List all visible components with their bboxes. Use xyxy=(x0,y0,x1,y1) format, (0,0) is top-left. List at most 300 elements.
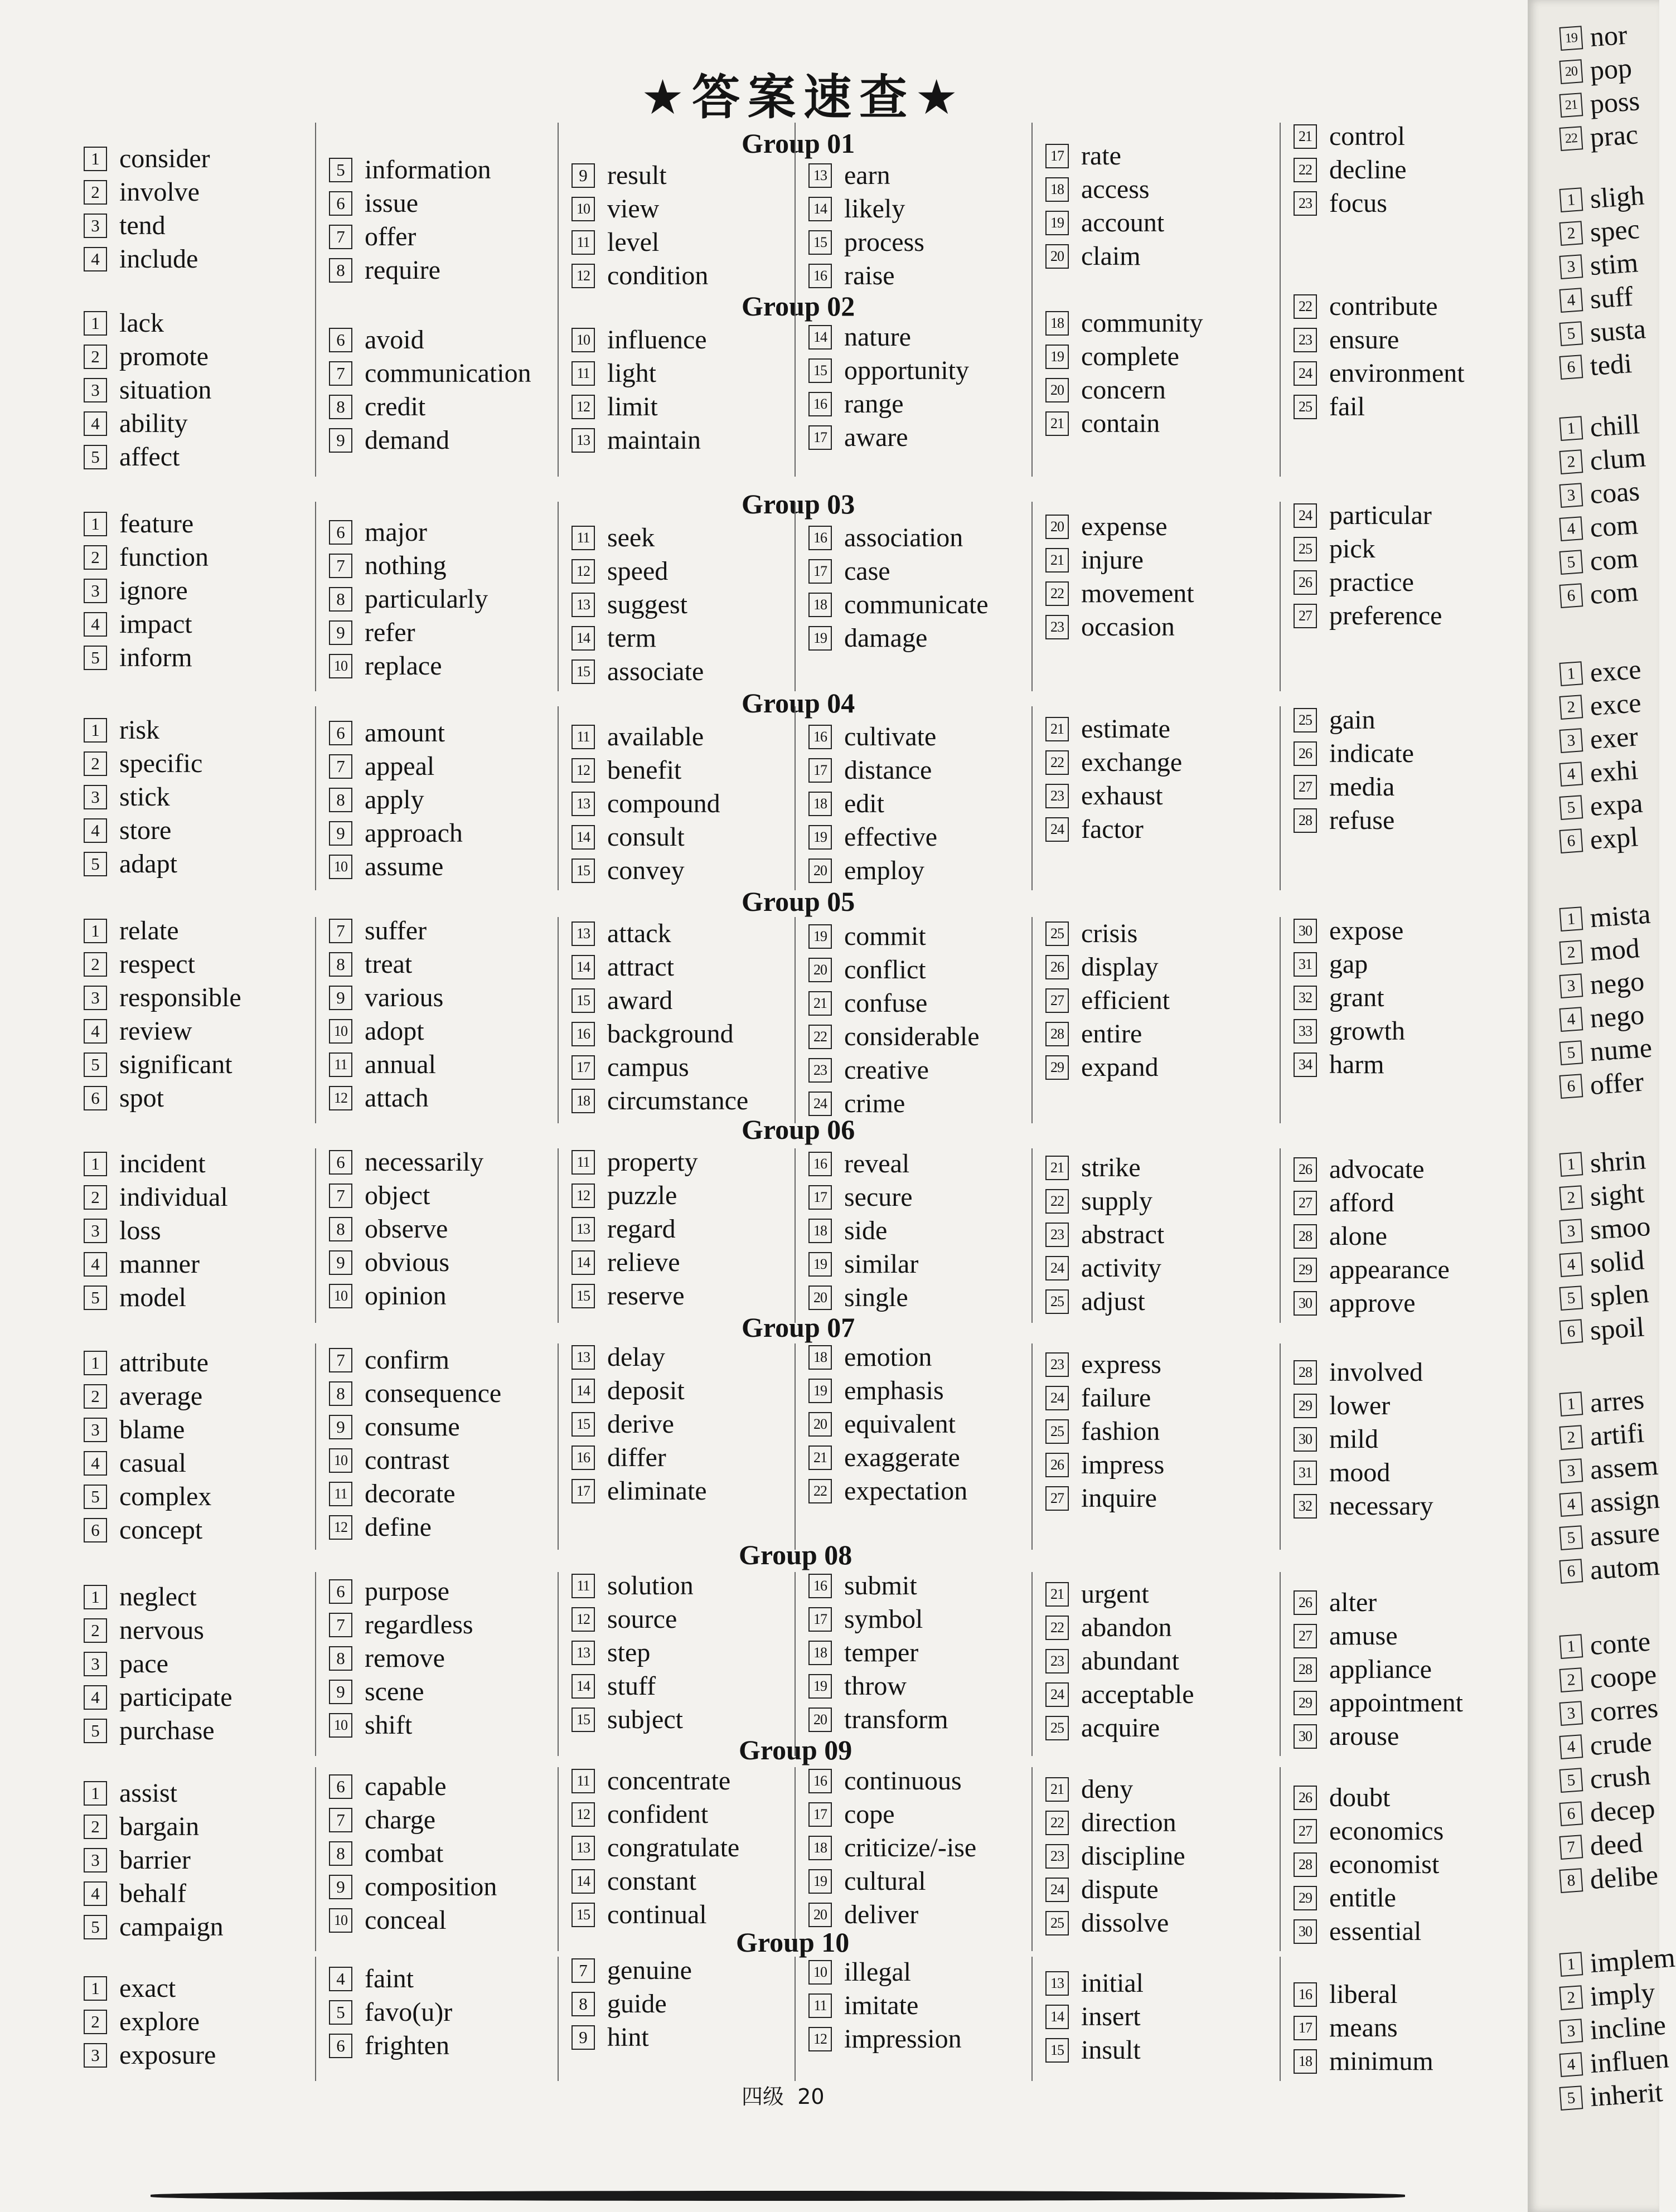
next-page-edge xyxy=(1528,0,1676,2212)
answer-word: harm xyxy=(1329,1050,1384,1079)
item-number-box: 21 xyxy=(1045,548,1069,573)
answer-word: similar xyxy=(844,1249,919,1279)
answer-item xyxy=(329,1146,483,1179)
column-divider xyxy=(558,502,559,691)
answer-item xyxy=(1294,804,1414,837)
column-divider xyxy=(315,706,316,890)
answer-word: capable xyxy=(365,1772,447,1801)
item-number-box: 17 xyxy=(808,1185,832,1210)
answer-word: strike xyxy=(1081,1153,1141,1182)
answer-item xyxy=(1045,1185,1164,1218)
answer-item xyxy=(1045,1678,1194,1711)
answer-word: deposit xyxy=(607,1376,685,1405)
group-column xyxy=(571,521,704,688)
answer-word: tend xyxy=(119,211,166,240)
answer-word: define xyxy=(365,1512,432,1542)
answer-word: attach xyxy=(365,1083,429,1113)
answer-item xyxy=(329,1837,497,1870)
answer-item xyxy=(571,1179,698,1212)
item-number-box: 15 xyxy=(571,1412,595,1437)
answer-item xyxy=(329,981,443,1015)
answer-word: incline xyxy=(1588,2009,1667,2046)
answer-item xyxy=(329,153,491,187)
answer-word: single xyxy=(844,1283,908,1312)
answer-word: implem xyxy=(1588,1941,1676,1979)
answer-item xyxy=(808,1956,962,1989)
answer-word: impression xyxy=(844,2024,962,2054)
answer-word: scene xyxy=(365,1677,424,1706)
item-number-box: 1 xyxy=(1559,906,1583,932)
answer-word: doubt xyxy=(1329,1783,1391,1812)
item-number-box: 8 xyxy=(329,1381,352,1406)
item-number-box: 16 xyxy=(808,725,832,749)
item-number-box: 17 xyxy=(808,425,832,450)
item-number-box: 25 xyxy=(1045,921,1069,946)
answer-word: decep xyxy=(1588,1792,1656,1828)
item-number-box: 5 xyxy=(84,852,107,876)
answer-item xyxy=(1045,1840,1185,1873)
answer-word: insert xyxy=(1081,2002,1141,2031)
answer-item xyxy=(808,1020,980,1054)
answer-word: stick xyxy=(119,782,170,812)
answer-item xyxy=(571,917,748,950)
answer-item xyxy=(1294,1619,1463,1653)
group-column xyxy=(808,1147,918,1314)
item-number-box: 2 xyxy=(84,952,107,977)
answer-word: campus xyxy=(607,1052,689,1082)
item-number-box: 10 xyxy=(329,855,352,879)
item-number-box: 19 xyxy=(808,1674,832,1699)
answer-item xyxy=(1045,510,1194,544)
answer-word: acquire xyxy=(1081,1713,1160,1743)
item-number-box: 22 xyxy=(1045,750,1069,775)
item-number-box: 14 xyxy=(1045,2005,1069,2029)
answer-word: economics xyxy=(1329,1816,1444,1846)
answer-word: regardless xyxy=(365,1610,473,1639)
item-number-box: 1 xyxy=(1559,1952,1583,1977)
answer-item xyxy=(329,390,531,424)
answer-item xyxy=(571,1569,694,1603)
answer-item xyxy=(808,787,937,821)
answer-item xyxy=(571,226,708,259)
answer-word: direction xyxy=(1081,1808,1176,1837)
group-column xyxy=(329,716,463,884)
item-number-box: 4 xyxy=(1559,1252,1583,1277)
answer-word: solution xyxy=(607,1571,694,1600)
answer-item xyxy=(84,1910,224,1944)
page-number: 20 xyxy=(797,2084,825,2109)
answer-item xyxy=(1294,2045,1433,2078)
answer-word: control xyxy=(1329,122,1405,151)
answer-item xyxy=(808,1831,976,1865)
answer-word: purpose xyxy=(365,1576,449,1606)
answer-word: indicate xyxy=(1329,739,1414,768)
item-number-box: 28 xyxy=(1294,1360,1317,1385)
answer-word: expense xyxy=(1081,512,1168,541)
item-number-box: 3 xyxy=(84,785,107,809)
group-column xyxy=(808,159,924,293)
answer-item xyxy=(1294,1586,1463,1619)
answer-item xyxy=(84,176,210,209)
item-number-box: 19 xyxy=(1045,211,1069,235)
answer-item xyxy=(329,2029,452,2063)
item-number-box: 1 xyxy=(1559,1152,1583,1177)
answer-word: imitate xyxy=(844,1991,919,2020)
item-number-box: 6 xyxy=(1559,1559,1583,1584)
item-number-box: 15 xyxy=(571,1903,595,1927)
answer-item xyxy=(808,159,924,192)
item-number-box: 10 xyxy=(808,1960,832,1985)
item-number-box: 17 xyxy=(1045,144,1069,168)
answer-item xyxy=(808,588,989,622)
answer-word: behalf xyxy=(119,1879,186,1908)
next-page-item xyxy=(1559,652,1642,691)
answer-item xyxy=(571,1279,698,1313)
group-label: Group 09 xyxy=(739,1734,852,1765)
item-number-box: 13 xyxy=(571,1345,595,1370)
item-number-box: 11 xyxy=(571,230,595,255)
answer-item xyxy=(329,1803,497,1837)
answer-word: complex xyxy=(119,1482,212,1511)
answer-word: pace xyxy=(119,1649,168,1679)
item-number-box: 5 xyxy=(84,445,107,469)
group-column xyxy=(1045,307,1203,440)
answer-item xyxy=(1294,532,1442,566)
answer-word: appointment xyxy=(1329,1688,1463,1718)
answer-item xyxy=(84,1248,228,1281)
column-divider xyxy=(795,502,796,691)
item-number-box: 30 xyxy=(1294,1427,1317,1452)
answer-word: refuse xyxy=(1329,806,1395,835)
answer-word: inform xyxy=(119,643,192,672)
item-number-box: 15 xyxy=(571,1707,595,1732)
answer-word: nume xyxy=(1588,1031,1653,1068)
answer-item xyxy=(1045,1611,1194,1645)
answer-word: risk xyxy=(119,715,159,745)
answer-item xyxy=(84,814,202,847)
answer-word: adopt xyxy=(365,1016,424,1046)
item-number-box: 8 xyxy=(329,788,352,812)
answer-item xyxy=(571,521,704,555)
answer-item xyxy=(329,616,488,649)
answer-word: stuff xyxy=(607,1671,656,1701)
answer-item xyxy=(84,1447,211,1480)
answer-item xyxy=(571,1636,694,1670)
answer-word: affect xyxy=(119,442,180,472)
next-page-item xyxy=(1559,117,1639,156)
answer-word: ability xyxy=(119,409,188,438)
next-page-item xyxy=(1559,474,1641,513)
answer-word: suffer xyxy=(365,916,427,945)
answer-word: range xyxy=(844,389,904,419)
answer-item xyxy=(1045,1482,1164,1515)
answer-word: major xyxy=(365,517,427,547)
answer-word: require xyxy=(365,255,440,285)
item-number-box: 29 xyxy=(1294,1691,1317,1715)
column-divider xyxy=(1280,1767,1281,1951)
answer-word: blame xyxy=(119,1415,185,1444)
answer-item xyxy=(571,1898,739,1932)
answer-word: frighten xyxy=(365,2031,449,2060)
item-number-box: 21 xyxy=(1045,717,1069,741)
answer-item xyxy=(808,1214,918,1248)
answer-word: issue xyxy=(365,188,418,218)
answer-item xyxy=(84,1346,211,1380)
item-number-box: 24 xyxy=(1045,817,1069,842)
answer-item xyxy=(1045,340,1203,373)
answer-item xyxy=(329,220,491,254)
answer-item xyxy=(84,847,202,881)
item-number-box: 13 xyxy=(571,921,595,946)
answer-item xyxy=(1045,813,1182,846)
answer-word: solid xyxy=(1588,1244,1645,1279)
answer-item xyxy=(571,787,720,821)
answer-item xyxy=(571,720,720,754)
item-number-box: 5 xyxy=(1559,550,1583,575)
column-divider xyxy=(1280,1343,1281,1550)
item-number-box: 3 xyxy=(1559,728,1583,753)
answer-word: exce xyxy=(1588,653,1643,688)
next-page-item xyxy=(1559,1826,1644,1865)
answer-word: various xyxy=(365,983,444,1012)
item-number-box: 3 xyxy=(1559,2019,1583,2044)
answer-item xyxy=(808,1603,948,1636)
answer-word: case xyxy=(844,556,890,586)
column-divider xyxy=(1031,706,1033,890)
answer-item xyxy=(84,440,211,474)
item-number-box: 15 xyxy=(1045,2038,1069,2063)
answer-word: casual xyxy=(119,1448,186,1478)
answer-word: explore xyxy=(119,2007,200,2036)
answer-item xyxy=(571,1865,739,1898)
answer-item xyxy=(808,1374,967,1408)
answer-word: confuse xyxy=(844,988,928,1018)
group-column xyxy=(808,1956,962,2056)
item-number-box: 4 xyxy=(1559,761,1583,787)
answer-word: community xyxy=(1081,308,1203,338)
answer-item xyxy=(329,1246,483,1279)
answer-item xyxy=(329,1996,452,2029)
item-number-box: 23 xyxy=(1045,1844,1069,1869)
item-number-box: 3 xyxy=(1559,1701,1583,1726)
answer-item xyxy=(571,588,704,622)
group-column xyxy=(1294,499,1442,633)
answer-word: fail xyxy=(1329,392,1365,421)
group-column xyxy=(1045,1151,1164,1318)
answer-item xyxy=(1045,1151,1164,1185)
answer-word: deliver xyxy=(844,1900,919,1929)
answer-item xyxy=(571,984,748,1017)
answer-word: light xyxy=(607,358,657,388)
answer-item xyxy=(84,407,211,440)
item-number-box: 29 xyxy=(1294,1258,1317,1282)
answer-word: decorate xyxy=(365,1479,456,1508)
answer-word: campaign xyxy=(119,1912,224,1942)
answer-item xyxy=(329,1279,483,1313)
item-number-box: 26 xyxy=(1294,1590,1317,1615)
column-divider xyxy=(1031,917,1033,1123)
answer-item xyxy=(84,1514,211,1547)
answer-item xyxy=(808,1054,980,1087)
item-number-box: 3 xyxy=(84,1418,107,1442)
answer-word: promote xyxy=(119,342,209,371)
answer-word: derive xyxy=(607,1409,674,1439)
answer-word: amuse xyxy=(1329,1621,1398,1651)
column-divider xyxy=(315,1148,316,1323)
answer-word: communication xyxy=(365,358,531,388)
answer-word: reserve xyxy=(607,1281,685,1311)
column-divider xyxy=(795,123,796,295)
answer-word: minimum xyxy=(1329,2046,1433,2076)
answer-word: account xyxy=(1081,208,1165,237)
column-divider xyxy=(1031,1343,1033,1550)
column-divider xyxy=(795,1148,796,1323)
answer-word: exposure xyxy=(119,2040,216,2070)
answer-word: shrin xyxy=(1588,1143,1647,1179)
answer-word: replace xyxy=(365,651,442,681)
column-divider xyxy=(315,502,316,691)
item-number-box: 9 xyxy=(329,821,352,846)
answer-item xyxy=(329,1904,497,1937)
answer-item xyxy=(84,1580,232,1614)
answer-item xyxy=(1294,1720,1463,1753)
answer-word: process xyxy=(844,227,924,257)
item-number-box: 5 xyxy=(329,2000,352,2025)
next-page-item xyxy=(1559,1176,1645,1215)
answer-word: crisis xyxy=(1081,919,1138,948)
group-column xyxy=(329,914,443,1115)
answer-item xyxy=(84,1972,216,2005)
item-number-box: 16 xyxy=(808,526,832,550)
answer-item xyxy=(808,1281,918,1314)
column-divider xyxy=(1031,1148,1033,1323)
answer-item xyxy=(1045,1285,1164,1318)
answer-word: pick xyxy=(1329,534,1375,564)
answer-item xyxy=(84,1081,241,1115)
answer-word: involved xyxy=(1329,1357,1423,1387)
answer-word: initial xyxy=(1081,1968,1144,1998)
next-page-item xyxy=(1559,1276,1650,1316)
answer-word: assign xyxy=(1588,1482,1661,1519)
next-page-item xyxy=(1559,440,1647,479)
answer-word: expand xyxy=(1081,1052,1159,1082)
item-number-box: 6 xyxy=(84,1518,107,1542)
answer-word: urgent xyxy=(1081,1579,1149,1609)
answer-item xyxy=(571,1341,707,1374)
item-number-box: 14 xyxy=(571,1674,595,1699)
item-number-box: 27 xyxy=(1294,1191,1317,1215)
answer-item xyxy=(571,1764,739,1798)
answer-item xyxy=(1045,2000,1144,2034)
answer-item xyxy=(571,1212,698,1246)
answer-item xyxy=(1045,173,1164,206)
answer-word: attribute xyxy=(119,1348,209,1377)
answer-item xyxy=(808,321,969,354)
group-label: Group 10 xyxy=(736,1927,850,1958)
column-divider xyxy=(315,293,316,477)
answer-item xyxy=(84,307,211,340)
item-number-box: 14 xyxy=(571,825,595,850)
item-number-box: 22 xyxy=(808,1479,832,1503)
answer-word: individual xyxy=(119,1182,228,1212)
item-number-box: 23 xyxy=(1045,1223,1069,1247)
item-number-box: 20 xyxy=(1045,378,1069,402)
next-page-item xyxy=(1559,1858,1659,1898)
group-column xyxy=(1294,290,1465,424)
answer-word: spot xyxy=(119,1083,164,1113)
item-number-box: 2 xyxy=(1559,1425,1583,1450)
item-number-box: 1 xyxy=(1559,661,1583,686)
answer-word: assist xyxy=(119,1778,178,1808)
answer-item xyxy=(1294,1356,1433,1389)
answer-item xyxy=(84,1877,224,1910)
item-number-box: 31 xyxy=(1294,952,1317,977)
answer-item xyxy=(84,2039,216,2072)
item-number-box: 15 xyxy=(571,858,595,883)
answer-item xyxy=(329,1511,501,1544)
answer-item xyxy=(571,1703,694,1736)
item-number-box: 25 xyxy=(1045,1419,1069,1444)
answer-word: opinion xyxy=(365,1281,447,1311)
answer-item xyxy=(1045,1348,1164,1381)
item-number-box: 11 xyxy=(571,1574,595,1598)
column-divider xyxy=(795,293,796,477)
item-number-box: 13 xyxy=(571,792,595,816)
answer-word: expa xyxy=(1588,787,1644,822)
answer-word: consequence xyxy=(365,1379,502,1408)
item-number-box: 3 xyxy=(84,214,107,238)
group-label: Group 04 xyxy=(742,687,855,719)
answer-item xyxy=(329,424,531,457)
answer-word: emphasis xyxy=(844,1376,944,1405)
item-number-box: 23 xyxy=(1045,1649,1069,1673)
answer-item xyxy=(1294,1781,1444,1815)
answer-word: information xyxy=(365,155,491,185)
item-number-box: 20 xyxy=(1045,244,1069,269)
item-number-box: 8 xyxy=(571,1992,595,2016)
answer-item xyxy=(571,655,704,688)
answer-item xyxy=(1294,390,1465,424)
answer-word: corres xyxy=(1588,1691,1659,1728)
item-number-box: 9 xyxy=(571,163,595,188)
group-column xyxy=(329,1343,501,1544)
answer-item xyxy=(1294,1423,1433,1456)
item-number-box: 29 xyxy=(1294,1394,1317,1418)
answer-word: commit xyxy=(844,921,926,951)
item-number-box: 21 xyxy=(1045,1582,1069,1607)
answer-item xyxy=(84,1281,228,1314)
item-number-box: 4 xyxy=(1559,1492,1583,1517)
answer-word: emotion xyxy=(844,1342,932,1372)
answer-item xyxy=(1045,1907,1185,1940)
answer-item xyxy=(1045,139,1164,173)
item-number-box: 2 xyxy=(84,1185,107,1210)
answer-word: environment xyxy=(1329,358,1465,388)
item-number-box: 4 xyxy=(84,1451,107,1476)
item-number-box: 13 xyxy=(571,1217,595,1241)
item-number-box: 26 xyxy=(1294,1157,1317,1182)
answer-item xyxy=(329,516,488,549)
answer-word: dispute xyxy=(1081,1875,1159,1904)
answer-item xyxy=(1045,544,1194,577)
item-number-box: 1 xyxy=(84,919,107,943)
answer-word: nor xyxy=(1588,18,1629,53)
answer-word: entitle xyxy=(1329,1883,1396,1913)
item-number-box: 25 xyxy=(1294,708,1317,733)
answer-word: cultural xyxy=(844,1866,926,1896)
answer-item xyxy=(84,2005,216,2039)
answer-item xyxy=(1294,1978,1433,2011)
